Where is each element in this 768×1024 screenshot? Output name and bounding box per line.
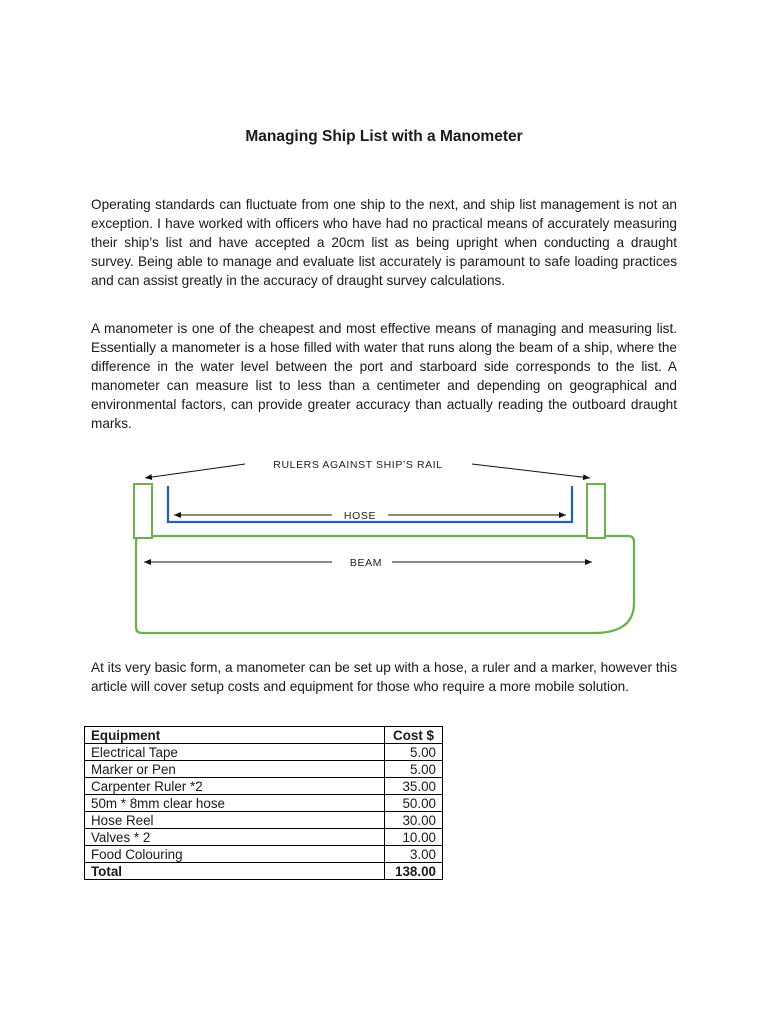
row-item: Electrical Tape [85, 744, 385, 761]
header-equipment: Equipment [85, 727, 385, 744]
row-item: Valves * 2 [85, 829, 385, 846]
row-cost: 35.00 [385, 778, 443, 795]
table-total-row [85, 863, 443, 880]
rulers-arrow-right [472, 464, 590, 478]
total-cost: 138.00 [385, 863, 443, 880]
starboard-ruler [587, 484, 605, 538]
table-row [85, 829, 443, 846]
hose-label: HOSE [343, 510, 377, 522]
rulers-label: RULERS AGAINST SHIP’S RAIL [273, 459, 443, 471]
header-cost: Cost $ [385, 727, 443, 744]
row-cost: 50.00 [385, 795, 443, 812]
table-row [85, 846, 443, 863]
table-row [85, 812, 443, 829]
row-item: Hose Reel [85, 812, 385, 829]
equipment-cost-table [84, 726, 443, 880]
row-cost: 30.00 [385, 812, 443, 829]
page-title: Managing Ship List with a Manometer [245, 128, 523, 145]
table-header-row [85, 727, 443, 744]
paragraph-intro: Operating standards can fluctuate from one ship to the next, and ship list management is not an exception. I have worked with officers who have had no practical means of accurately measuring their ship’s list and have accepted a 20cm list as being upright when conducting a draught survey. Being able to manage and evaluate list accurately is paramount to safe loading practices and can assist greatly in the accuracy of draught survey calculations. [91, 197, 677, 288]
total-label: Total [85, 863, 385, 880]
row-cost: 5.00 [385, 761, 443, 778]
row-item: Carpenter Ruler *2 [85, 778, 385, 795]
row-item: Food Colouring [85, 846, 385, 863]
row-item: 50m * 8mm clear hose [85, 795, 385, 812]
table-row [85, 761, 443, 778]
table-row [85, 795, 443, 812]
port-ruler [134, 484, 152, 538]
ship-hull [136, 536, 634, 633]
table-row [85, 744, 443, 761]
row-cost: 3.00 [385, 846, 443, 863]
table-row [85, 778, 443, 795]
paragraph-manometer: A manometer is one of the cheapest and most effective means of managing and measuring list. Essentially a manometer is a hose filled with water that runs along the beam of a ship, where the difference in the water level between the port and starboard side corresponds to the list. A manometer can measure list to less than a centimeter and depending on geographical and environmental factors, can provide greater accuracy than actually reading the outboard draught marks. [91, 321, 677, 431]
row-cost: 5.00 [385, 744, 443, 761]
row-cost: 10.00 [385, 829, 443, 846]
manometer-diagram [120, 448, 650, 648]
row-item: Marker or Pen [85, 761, 385, 778]
paragraph-setup: At its very basic form, a manometer can be set up with a hose, a ruler and a marker, however this article will cover setup costs and equipment for those who require a more mobile solution. [91, 660, 677, 694]
beam-label: BEAM [349, 557, 383, 569]
rulers-arrow-left [145, 464, 245, 478]
